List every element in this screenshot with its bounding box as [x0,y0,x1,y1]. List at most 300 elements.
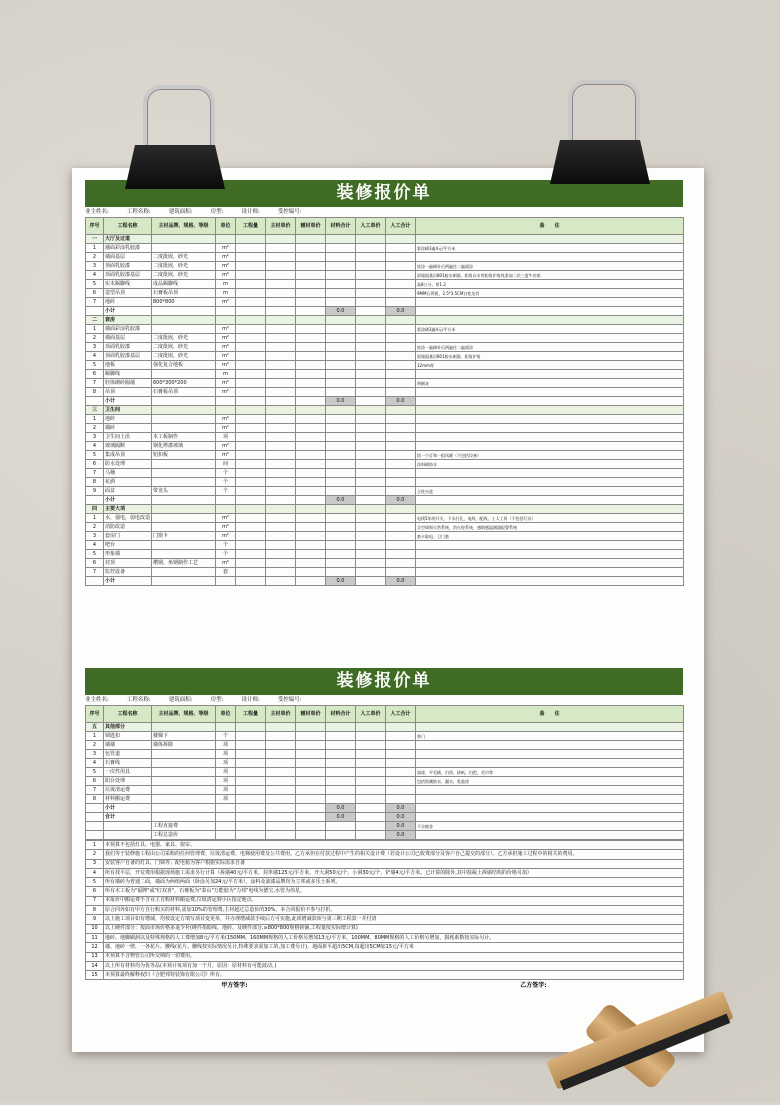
table-row [86,786,684,795]
table-cell [236,361,266,370]
table-row [86,361,684,370]
table-cell [296,388,326,397]
table-cell: m² [216,361,236,370]
table-cell: m² [216,523,236,532]
table-cell: 1 [86,325,104,334]
table-cell: 涂料刷防水 [416,460,684,469]
table-cell: 7 [86,786,104,795]
table-cell [356,442,386,451]
table-cell: 顶面乳胶漆 [104,343,152,352]
table-cell: 0.0 [386,831,416,840]
table-cell [326,550,356,559]
note-row [86,961,684,970]
table-cell: m [216,289,236,298]
table-row [86,505,684,514]
note-number: 12 [86,943,104,952]
table-cell [386,388,416,397]
column-header: 备 注 [416,218,684,235]
table-row [86,379,684,388]
notes-table [85,840,684,980]
table-cell [356,768,386,777]
table-cell [236,307,266,316]
table-cell [386,262,416,271]
table-cell [416,795,684,804]
table-cell [326,262,356,271]
table-cell [296,759,326,768]
note-text: 安装客户自备的灯具、门锁等；配电箱为客户根据实际需求自备 [104,859,684,868]
table-cell: 项 [216,768,236,777]
table-cell [416,406,684,415]
table-cell [386,523,416,532]
table-cell [266,451,296,460]
table-cell [326,777,356,786]
table-cell [356,244,386,253]
table-cell: 包括防潮防水，漏水，乳胶漆 [416,777,684,786]
column-header: 工程名称 [104,706,152,723]
table-cell [386,741,416,750]
table-cell [266,768,296,777]
table-cell [356,795,386,804]
table-cell [386,379,416,388]
table-cell [386,786,416,795]
table-cell [296,559,326,568]
table-row [86,750,684,759]
table-cell: 项 [216,786,236,795]
note-row [86,841,684,850]
wooden-stamp-icon [545,985,765,1105]
table-cell [386,532,416,541]
table-cell [296,244,326,253]
table-cell [386,361,416,370]
table-cell: 墙墙 [104,741,152,750]
table-row [86,343,684,352]
table-cell [216,831,236,840]
table-cell: 马桶 [104,469,152,478]
table-cell [266,325,296,334]
note-row [86,933,684,942]
column-header: 单位 [216,218,236,235]
table-cell [386,280,416,289]
table-cell [386,325,416,334]
table-cell [266,388,296,397]
table-row [86,433,684,442]
table-cell: 1 [86,514,104,523]
table-row [86,244,684,253]
table-cell: 套房门 [104,532,152,541]
meta-field: 房型: [210,697,224,703]
table-cell: 2 [86,741,104,750]
table-row [86,253,684,262]
table-cell: 成品踢脚线 [152,280,216,289]
table-cell: m² [216,352,236,361]
table-cell: 0.0 [326,804,356,813]
signature-label: 甲方签字: [221,982,248,990]
table-cell [386,298,416,307]
column-header: 主材品牌、规格、等级 [152,706,216,723]
table-cell [266,271,296,280]
table-cell: 5 [86,768,104,777]
table-cell [296,397,326,406]
table-cell: 油漆，平毛刷，扫帚，砂纸，扫把，毛巾等 [416,768,684,777]
table-cell: 钢化烤漆玻璃 [152,442,216,451]
table-cell [326,750,356,759]
table-cell: m [216,370,236,379]
table-row [86,804,684,813]
table-cell: 间 [216,460,236,469]
table-cell [104,831,152,840]
table-cell [236,316,266,325]
table-cell [326,271,356,280]
table-cell: 0.0 [326,496,356,505]
table-row [86,550,684,559]
table-cell: m² [216,559,236,568]
table-cell [386,433,416,442]
table-cell [326,253,356,262]
table-cell: 8 [86,478,104,487]
table-cell [296,813,326,822]
table-row [86,352,684,361]
table-cell [326,433,356,442]
table-cell [86,496,104,505]
table-cell: 0.0 [326,307,356,316]
table-cell: m² [216,451,236,460]
table-cell [266,280,296,289]
table-cell [236,532,266,541]
table-cell: 彩涂刷3遍4元/平方米 [416,244,684,253]
table-cell [152,478,216,487]
note-text: 以上所有材料均为优等品(本预计每项有加一个月，原因：原材料有可能波动。) [104,961,684,970]
table-row [86,451,684,460]
table-cell [296,316,326,325]
table-cell [236,433,266,442]
table-cell: 铝一个灯和一组风暖（不包括设备） [416,451,684,460]
table-cell [152,577,216,586]
table-cell [216,822,236,831]
table-cell [266,298,296,307]
table-cell [416,334,684,343]
table-cell: m² [216,334,236,343]
table-cell: 4 [86,541,104,550]
table-cell [296,795,326,804]
table-cell: 槽钢，角钢制作工艺 [152,559,216,568]
note-number: 11 [86,933,104,942]
table-cell: 0.0 [386,813,416,822]
table-cell: 强化复合地板 [152,361,216,370]
header-row [86,218,684,235]
table-cell [266,442,296,451]
table-cell [266,813,296,822]
table-row [86,262,684,271]
table-cell [296,433,326,442]
table-cell [216,813,236,822]
note-number: 1 [86,841,104,850]
table-cell [236,244,266,253]
table-cell [326,487,356,496]
table-cell: 底涂一遍刷补后两遍往二遍面涂 [416,343,684,352]
table-cell: 项 [216,750,236,759]
table-cell [386,289,416,298]
table-cell: 6 [86,460,104,469]
table-cell [356,741,386,750]
table-cell: 3 [86,433,104,442]
table-cell [236,759,266,768]
table-cell: 7 [86,568,104,577]
column-header: 人工合计 [386,218,416,235]
table-row [86,370,684,379]
meta-field: 房型: [210,209,224,215]
table-cell [356,822,386,831]
table-cell [356,732,386,741]
column-header: 工程量 [236,218,266,235]
table-cell [416,415,684,424]
quote-table-2 [85,705,684,840]
note-text: 所有木工板为"福牌"或"红双喜"，石膏板为"泰山"万能胶为"力邦"电线为德宝,水管为伟星。 [104,887,684,896]
table-cell [236,550,266,559]
note-row [86,859,684,868]
table-cell [296,786,326,795]
table-cell: 7 [86,469,104,478]
table-cell [296,370,326,379]
table-cell [416,804,684,813]
table-cell [386,550,416,559]
table-cell [236,388,266,397]
table-cell [296,442,326,451]
table-row [86,559,684,568]
table-row [86,388,684,397]
table-cell: 2 [86,424,104,433]
table-cell [266,559,296,568]
table-cell [296,379,326,388]
table-cell [152,550,216,559]
table-cell [356,316,386,325]
note-row [86,868,684,877]
table-cell: 个 [216,550,236,559]
table-cell: 防水处理 [104,460,152,469]
table-cell [356,334,386,343]
quote-table-1 [85,217,684,586]
table-cell [386,235,416,244]
table-cell [416,741,684,750]
meta-field: 受控编号: [277,697,302,703]
table-cell [326,541,356,550]
table-cell [236,777,266,786]
note-number: 13 [86,952,104,961]
table-cell: 三 [86,406,104,415]
table-cell: 四 [86,505,104,514]
table-cell [296,514,326,523]
table-cell [296,334,326,343]
table-row [86,325,684,334]
table-cell [152,813,216,822]
table-cell: 原墙面基层801胶水刷面，阳角以专用阳角护角线条加二层三度牛皮纸 [416,271,684,280]
table-row [86,496,684,505]
table-cell: 顶面乳胶漆基层 [104,352,152,361]
table-cell: 高8公分，厚1.2 [416,280,684,289]
table-cell [326,559,356,568]
table-cell: 木工板制作 [152,433,216,442]
table-row [86,289,684,298]
table-cell [326,415,356,424]
table-cell [326,442,356,451]
table-cell: 大厅及过道 [104,235,152,244]
note-text: 以上硬件部分：按面市场价格多退少补(硬件指暗线、地砖、及硬件部分,≥800*800规格砖铺,工程量按实际增计算) [104,924,684,933]
table-cell [356,298,386,307]
table-cell [326,343,356,352]
table-cell [266,460,296,469]
table-cell [266,379,296,388]
column-header: 人工单价 [356,706,386,723]
table-cell [216,723,236,732]
table-cell [416,496,684,505]
table-cell [356,388,386,397]
table-cell: 二度批嵌，砂光 [152,271,216,280]
table-cell [152,523,216,532]
table-cell [326,505,356,514]
table-cell [236,577,266,586]
table-cell: 1 [86,244,104,253]
table-cell: 二度批嵌，砂光 [152,343,216,352]
table-cell [356,415,386,424]
meta-field: 设计师: [241,209,260,215]
header-row [86,706,684,723]
table-cell [356,478,386,487]
table-cell [266,262,296,271]
table-cell [416,750,684,759]
table-cell: 石膏线 [104,759,152,768]
table-cell: 二度批嵌，砂光 [152,253,216,262]
table-cell: 地砖 [104,415,152,424]
table-cell [236,343,266,352]
table-cell [326,235,356,244]
table-cell [296,280,326,289]
table-cell [236,568,266,577]
table-cell: 吧台 [104,541,152,550]
table-cell: m² [216,514,236,523]
table-cell [356,568,386,577]
table-cell [86,804,104,813]
table-cell [386,316,416,325]
table-cell [356,433,386,442]
table-cell [326,289,356,298]
table-cell: 12mm厚 [416,361,684,370]
meta-field: 设计师: [241,697,260,703]
table-cell [266,361,296,370]
table-cell [326,325,356,334]
table-cell: 7 [86,298,104,307]
table-cell [236,505,266,514]
meta-row [85,207,683,217]
table-cell [152,235,216,244]
table-row [86,514,684,523]
table-cell [236,280,266,289]
table-cell: 小计 [104,307,152,316]
table-cell [296,478,326,487]
table-cell [266,253,296,262]
table-cell [326,759,356,768]
table-cell [216,804,236,813]
table-cell [386,370,416,379]
table-cell [356,460,386,469]
table-cell: m² [216,424,236,433]
table-cell [326,795,356,804]
note-row [86,896,684,905]
table-cell [266,235,296,244]
table-cell [326,568,356,577]
table-cell: 顶面乳胶漆基层 [104,271,152,280]
table-cell: 水，强电，弱电改造 [105,514,151,521]
table-cell [416,723,684,732]
sheet-title: 装修报价单 [85,668,683,695]
table-cell: 卫生间上沿 [104,433,152,442]
table-cell: 玻璃隔断 [104,442,152,451]
table-cell: 墙面彩涂乳胶漆 [104,244,152,253]
table-cell: 地砖 [104,298,152,307]
table-cell [216,397,236,406]
table-cell: 4 [86,759,104,768]
table-cell: 铝扣板 [152,451,216,460]
note-text: 所有找平层，开荒费用根据现场施工需求另行计算（拆墙40元/平方米，封单墙125元/平方米，开大洞50元/个，小洞30元/个，铲墙4元/平方米。已计算的除外,其中混凝土拆墙结构的价格另加） [104,868,684,877]
table-cell: 消防改造 [104,523,152,532]
table-cell: 原墙面基层801胶水刷面，阳角护角 [416,352,684,361]
table-cell [386,559,416,568]
table-cell: 地板 [104,361,152,370]
table-cell [386,451,416,460]
table-cell [356,505,386,514]
table-cell: m² [216,415,236,424]
table-cell [216,505,236,514]
binder-clip-left [125,85,225,195]
table-cell: 套房 [104,316,152,325]
table-cell: 阳台处理 [104,777,152,786]
table-cell [326,460,356,469]
table-cell [326,768,356,777]
table-cell: 电线5年的开关，下水打孔，电线，配线，工人工资（不包括灯具） [416,514,684,523]
table-cell [236,235,266,244]
table-cell: 800*800 [152,298,216,307]
table-cell: 6 [86,289,104,298]
table-cell [356,514,386,523]
table-cell: 监控设备 [104,568,152,577]
table-cell [236,478,266,487]
table-cell: m² [216,379,236,388]
table-cell: m² [216,253,236,262]
table-cell: 轻体砌砖隔墙 [104,379,152,388]
table-cell [326,532,356,541]
table-cell [236,442,266,451]
note-row [86,887,684,896]
table-cell [356,370,386,379]
quote-paper [72,168,704,1052]
table-row [86,795,684,804]
table-cell [296,343,326,352]
table-cell [386,334,416,343]
table-cell [356,532,386,541]
table-cell [386,505,416,514]
table-cell [266,577,296,586]
table-cell: 锁匙扣 [104,732,152,741]
table-cell [296,568,326,577]
table-cell: m [216,280,236,289]
note-number: 4 [86,868,104,877]
table-row [86,831,684,840]
table-cell [296,541,326,550]
meta-field: 受控编号: [277,209,302,215]
table-cell: 形象墙 [104,550,152,559]
table-cell: 楼梯下 [152,732,216,741]
table-cell [236,379,266,388]
table-cell [356,307,386,316]
table-cell: 0.0 [386,804,416,813]
